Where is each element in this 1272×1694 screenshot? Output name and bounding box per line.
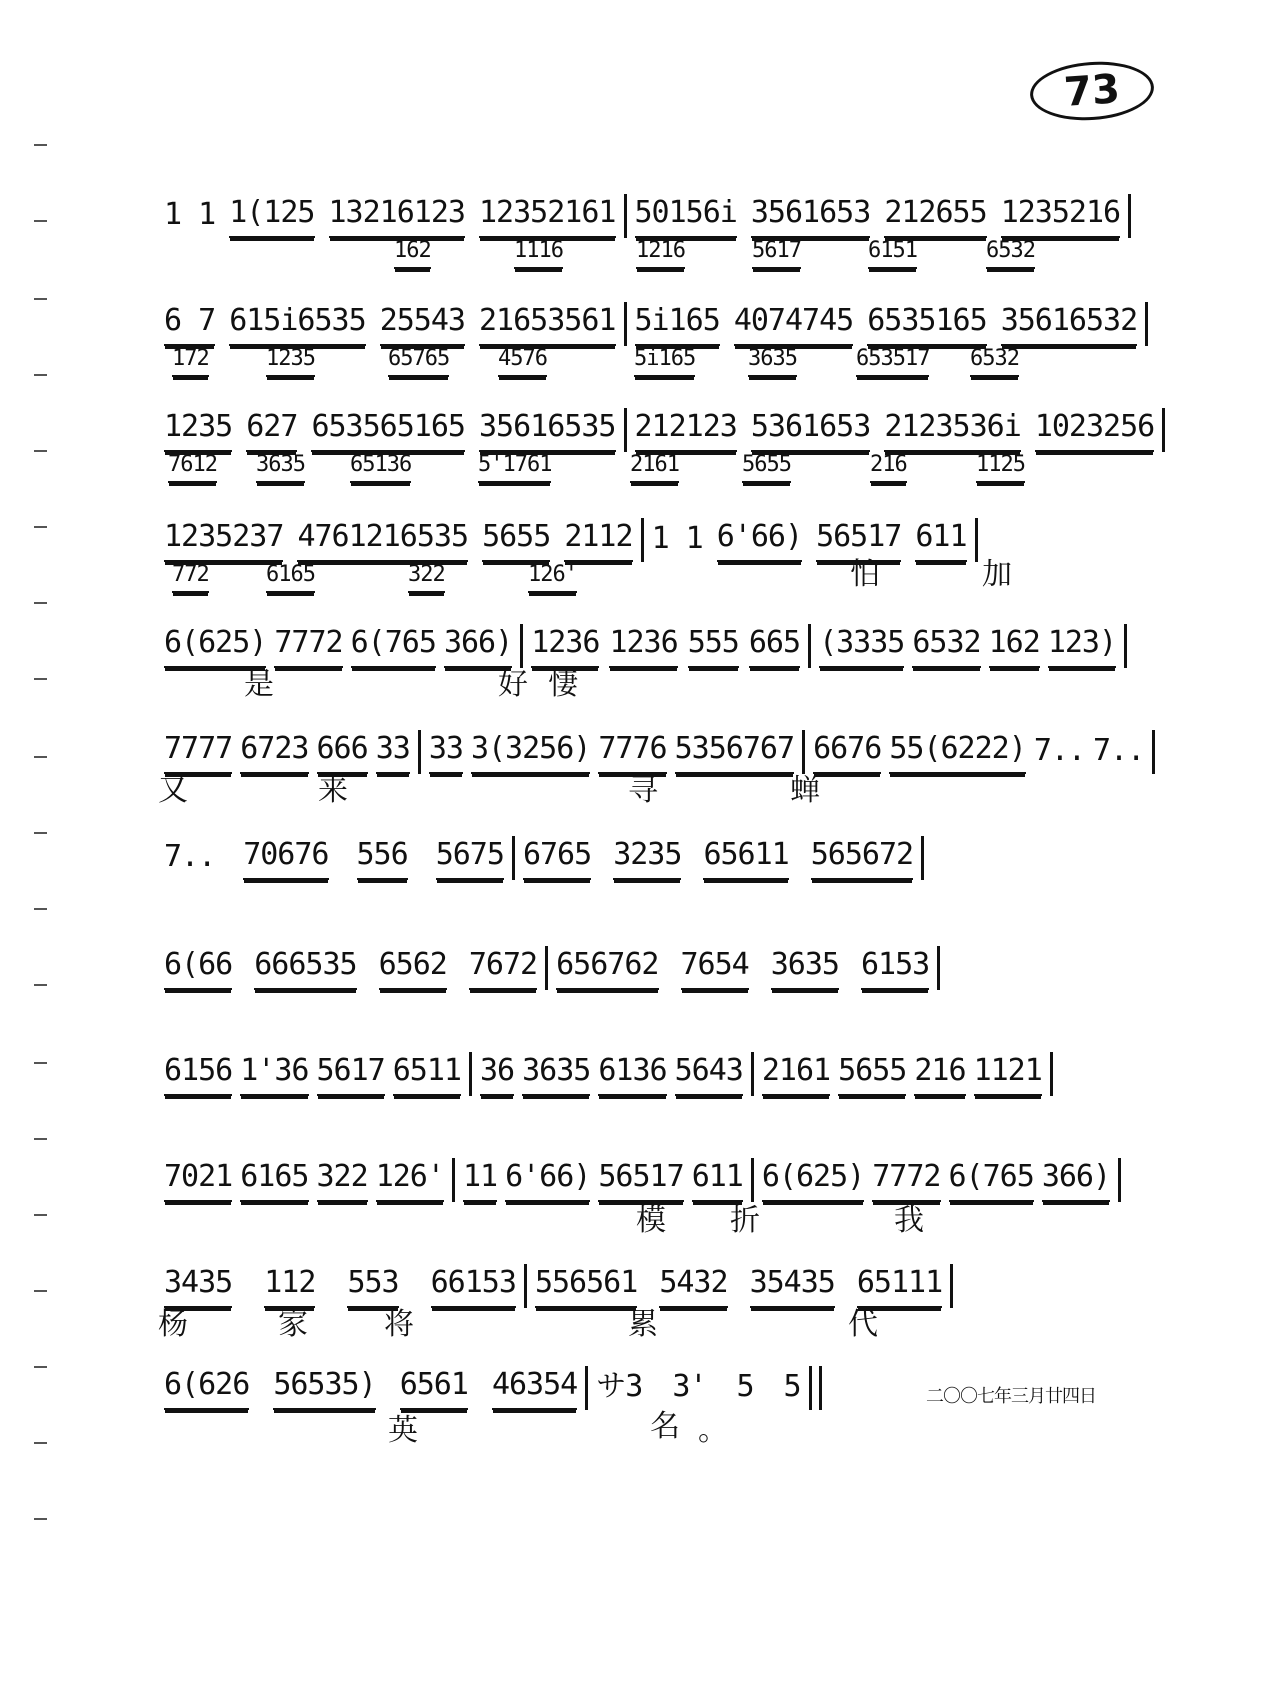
beat: 70676	[243, 837, 328, 880]
beat: 212655	[884, 195, 986, 238]
lyric-row	[158, 1410, 1168, 1460]
bar-line	[950, 1264, 953, 1308]
bar-line	[1124, 624, 1127, 668]
beat: 553	[347, 1265, 398, 1308]
final-bar-line	[809, 1366, 822, 1410]
beat: 2161	[762, 1053, 830, 1096]
beat: 6532	[912, 625, 980, 668]
beat: 13216123	[329, 195, 466, 238]
beat: 1236	[609, 625, 677, 668]
beat: 6723	[240, 731, 308, 774]
measure	[629, 409, 1161, 452]
lyric: 代	[848, 1307, 878, 1342]
beat: 212123	[635, 409, 737, 452]
bar-line	[751, 1052, 754, 1096]
sub-beat: 653517	[856, 346, 929, 377]
sub-beat: 162	[394, 238, 431, 269]
beat: 33	[429, 731, 463, 774]
sub-beat: 5655	[742, 452, 791, 483]
beat: 66153	[431, 1265, 516, 1308]
notation-row	[158, 940, 1168, 990]
beat: 1 1	[651, 521, 703, 556]
beat: 6676	[813, 731, 881, 774]
measure	[629, 303, 1144, 346]
beat: 65611	[703, 837, 788, 880]
beat: 5655	[482, 519, 550, 562]
measure	[525, 625, 806, 668]
sub-beat: 6151	[868, 238, 917, 269]
sub-beat: 65136	[350, 452, 411, 483]
beat: 653565165	[311, 409, 465, 452]
score-system-8	[158, 940, 1168, 990]
beat: 6(765	[351, 625, 436, 668]
beat: 6511	[393, 1053, 461, 1096]
sub-beat: 6532	[970, 346, 1019, 377]
beat: 1121	[974, 1053, 1042, 1096]
sub-beat: 5617	[752, 238, 801, 269]
bar-line	[975, 518, 978, 562]
beat: 6136	[598, 1053, 666, 1096]
score-system-6	[158, 724, 1168, 814]
beat: 6765	[523, 837, 591, 880]
beat: 6535165	[867, 303, 986, 346]
beat: 5	[783, 1369, 801, 1404]
beat: 7777	[164, 731, 232, 774]
beat: 7..	[1033, 733, 1085, 768]
measure	[756, 1053, 1048, 1096]
bar-line	[624, 194, 627, 238]
sub-beat: 322	[408, 562, 445, 593]
beat: 366)	[1042, 1159, 1110, 1202]
lyric: 又	[158, 773, 188, 808]
accompaniment-row	[158, 238, 1168, 272]
beat: 6'66)	[717, 519, 802, 562]
bar-line	[1162, 408, 1165, 452]
beat: 6165	[240, 1159, 308, 1202]
lyric-row	[158, 774, 1168, 814]
lyric: 英	[388, 1413, 418, 1448]
score-system-9	[158, 1046, 1168, 1096]
sub-beat: 4576	[498, 346, 547, 377]
beat: 7772	[274, 625, 342, 668]
beat: 656762	[556, 947, 658, 990]
lyric: 好	[498, 667, 528, 702]
beat: 1'36	[240, 1053, 308, 1096]
beat: 3(3256)	[471, 731, 590, 774]
measure	[474, 1053, 749, 1096]
bar-line	[1145, 302, 1148, 346]
bar-line	[802, 730, 805, 774]
beat: 6156	[164, 1053, 232, 1096]
bar-line	[624, 408, 627, 452]
beat: 56517	[598, 1159, 683, 1202]
beat: 611	[915, 519, 966, 562]
beat: 56517	[816, 519, 901, 562]
notation-row	[158, 512, 1168, 562]
sub-beat: 5'1761	[478, 452, 551, 483]
lyric: 。	[698, 1413, 728, 1448]
sub-beat: 3635	[256, 452, 305, 483]
beat: 7772	[872, 1159, 940, 1202]
score-system-11	[158, 1258, 1168, 1348]
beat: 3'	[672, 1369, 707, 1404]
lyric: 将	[384, 1307, 414, 1342]
beat: 3235	[613, 837, 681, 880]
beat: 1236	[531, 625, 599, 668]
sub-beat: 65765	[388, 346, 449, 377]
bar-line	[937, 946, 940, 990]
bar-line	[512, 836, 515, 880]
beat: 6'66)	[505, 1159, 590, 1202]
score-system-4	[158, 512, 1168, 596]
sub-beat: 3635	[748, 346, 797, 377]
beat: 2123536i	[884, 409, 1021, 452]
sub-beat: 216	[870, 452, 907, 483]
measure	[158, 519, 639, 562]
bar-line	[1118, 1158, 1121, 1202]
beat: 5432	[659, 1265, 727, 1308]
beat: 6153	[861, 947, 929, 990]
measure	[646, 519, 973, 562]
lyric: 家	[278, 1307, 308, 1342]
measure	[807, 731, 1150, 774]
score-system-12	[158, 1360, 1168, 1460]
lyric: 怕	[850, 557, 880, 592]
date-annotation: 二〇〇七年三月廿四日	[926, 1386, 1096, 1407]
measure	[756, 1159, 1116, 1202]
beat: 2112	[564, 519, 632, 562]
lyric: 寻	[628, 773, 658, 808]
measure	[158, 731, 416, 774]
bar-line	[1152, 730, 1155, 774]
bar-line	[469, 1052, 472, 1096]
measure	[158, 409, 622, 452]
beat: 7021	[164, 1159, 232, 1202]
notation-row	[158, 830, 1168, 880]
accompaniment-row	[158, 557, 1168, 596]
beat: 3635	[522, 1053, 590, 1096]
beat: 5356767	[675, 731, 794, 774]
beat: 46354	[492, 1367, 577, 1410]
lyric: 加	[982, 557, 1012, 592]
beat: 126'	[376, 1159, 444, 1202]
beat: 366)	[444, 625, 512, 668]
notation-row	[158, 618, 1168, 668]
measure	[550, 947, 935, 990]
beat: 5675	[436, 837, 504, 880]
beat: 6(765	[949, 1159, 1034, 1202]
beat: 36	[480, 1053, 514, 1096]
measure	[158, 837, 510, 880]
beat: 7654	[681, 947, 749, 990]
bar-line	[808, 624, 811, 668]
accompaniment-row	[158, 452, 1168, 486]
notation-row	[158, 1258, 1168, 1308]
beat: 3635	[771, 947, 839, 990]
sub-beat: 1235	[266, 346, 315, 377]
beat: 627	[246, 409, 297, 452]
beat: 666	[317, 731, 368, 774]
beat: 65111	[857, 1265, 942, 1308]
measure	[517, 837, 919, 880]
beat: 6(625)	[762, 1159, 864, 1202]
beat: 11	[463, 1159, 497, 1202]
lyric-row	[158, 668, 1168, 708]
lyric: 累	[628, 1307, 658, 1342]
lyric: 蝉	[790, 773, 820, 808]
beat: 1235237	[164, 519, 283, 562]
lyric: 悽	[548, 667, 578, 702]
sub-beat: 6532	[986, 238, 1035, 269]
beat: 35616532	[1001, 303, 1138, 346]
measure	[158, 947, 543, 990]
bar-line	[1128, 194, 1131, 238]
margin-ticks	[34, 0, 54, 1694]
beat: 7672	[469, 947, 537, 990]
score-system-7	[158, 830, 1168, 880]
beat: 5655	[838, 1053, 906, 1096]
sub-beat: 772	[172, 562, 209, 593]
beat: 556561	[535, 1265, 637, 1308]
bar-line	[520, 624, 523, 668]
notation-row	[158, 724, 1168, 774]
lyric: 我	[894, 1203, 924, 1238]
lyric: 折	[730, 1203, 760, 1238]
sub-beat: 1216	[636, 238, 685, 269]
beat: 35616535	[479, 409, 616, 452]
beat: 6(625)	[164, 625, 266, 668]
bar-line	[418, 730, 421, 774]
sub-beat: 1125	[976, 452, 1025, 483]
notation-row	[158, 402, 1168, 452]
beat: 56535)	[273, 1367, 375, 1410]
measure	[158, 1367, 583, 1410]
beat: 6(66	[164, 947, 232, 990]
beat: 5i165	[635, 303, 720, 346]
sub-beat: 126'	[528, 562, 577, 593]
beat: 6561	[400, 1367, 468, 1410]
sub-beat: 5i165	[634, 346, 695, 377]
beat: 1(125	[229, 195, 314, 238]
beat: 7776	[598, 731, 666, 774]
bar-line	[624, 302, 627, 346]
measure	[158, 303, 622, 346]
bar-line	[641, 518, 644, 562]
notation-row	[158, 1152, 1168, 1202]
measure	[158, 1053, 467, 1096]
lyric: 杨	[158, 1307, 188, 1342]
lyric: 是	[244, 667, 274, 702]
bar-line	[545, 946, 548, 990]
score-system-5	[158, 618, 1168, 708]
beat: 611	[692, 1159, 743, 1202]
beat: 4074745	[734, 303, 853, 346]
sub-beat: 172	[172, 346, 209, 377]
page-number-badge	[1028, 58, 1156, 125]
beat: 123)	[1048, 625, 1116, 668]
sub-beat: 6165	[266, 562, 315, 593]
measure	[457, 1159, 749, 1202]
lyric-row	[158, 1202, 1168, 1242]
beat: 162	[989, 625, 1040, 668]
beat: 7..	[164, 839, 216, 874]
beat: 665	[749, 625, 800, 668]
beat: 5617	[317, 1053, 385, 1096]
beat: 615i6535	[229, 303, 366, 346]
measure	[813, 625, 1122, 668]
measure	[158, 195, 622, 238]
score-system-2	[158, 296, 1168, 380]
accompaniment-row	[158, 346, 1168, 380]
lyric: 来	[318, 773, 348, 808]
score-system-1	[158, 188, 1168, 272]
beat: 21653561	[479, 303, 616, 346]
measure	[629, 195, 1127, 238]
beat: 7..	[1093, 733, 1145, 768]
beat: 50156i	[635, 195, 737, 238]
beat: 216	[914, 1053, 965, 1096]
beat: 3435	[164, 1265, 232, 1308]
beat: 6562	[379, 947, 447, 990]
beat: 5361653	[751, 409, 870, 452]
beat: 25543	[380, 303, 465, 346]
score-system-3	[158, 402, 1168, 486]
beat: 55(6222)	[889, 731, 1026, 774]
measure	[590, 1369, 806, 1410]
beat: 6(626	[164, 1367, 249, 1410]
beat: 6 7	[164, 303, 215, 346]
bar-line	[452, 1158, 455, 1202]
lyric-row	[158, 1308, 1168, 1348]
bar-line	[524, 1264, 527, 1308]
measure	[158, 1265, 522, 1308]
beat: 1235216	[1001, 195, 1120, 238]
notation-row	[158, 296, 1168, 346]
measure	[158, 1159, 450, 1202]
beat: サ3	[596, 1369, 643, 1404]
bar-line	[585, 1366, 588, 1410]
beat: 12352161	[479, 195, 616, 238]
sub-beat: 7612	[168, 452, 217, 483]
beat: 1023256	[1035, 409, 1154, 452]
lyric: 名	[650, 1409, 680, 1444]
beat: 556	[357, 837, 408, 880]
measure	[423, 731, 800, 774]
sub-beat: 2161	[630, 452, 679, 483]
beat: 35435	[750, 1265, 835, 1308]
sub-beat: 1116	[514, 238, 563, 269]
notation-row	[158, 188, 1168, 238]
score-system-10	[158, 1152, 1168, 1242]
beat: (3335	[819, 625, 904, 668]
beat: 3561653	[751, 195, 870, 238]
beat: 1235	[164, 409, 232, 452]
beat: 4761216535	[297, 519, 468, 562]
measure	[158, 625, 518, 668]
beat: 565672	[811, 837, 913, 880]
beat: 33	[376, 731, 410, 774]
notation-row	[158, 1046, 1168, 1096]
beat: 5643	[675, 1053, 743, 1096]
lyric: 模	[636, 1203, 666, 1238]
beat: 5	[736, 1369, 754, 1404]
bar-line	[1050, 1052, 1053, 1096]
beat: 112	[264, 1265, 315, 1308]
bar-line	[921, 836, 924, 880]
beat: 666535	[254, 947, 356, 990]
page-number: 73	[1062, 66, 1122, 116]
beat: 1 1	[164, 197, 216, 232]
bar-line	[751, 1158, 754, 1202]
beat: 322	[317, 1159, 368, 1202]
beat: 555	[688, 625, 739, 668]
measure	[529, 1265, 948, 1308]
